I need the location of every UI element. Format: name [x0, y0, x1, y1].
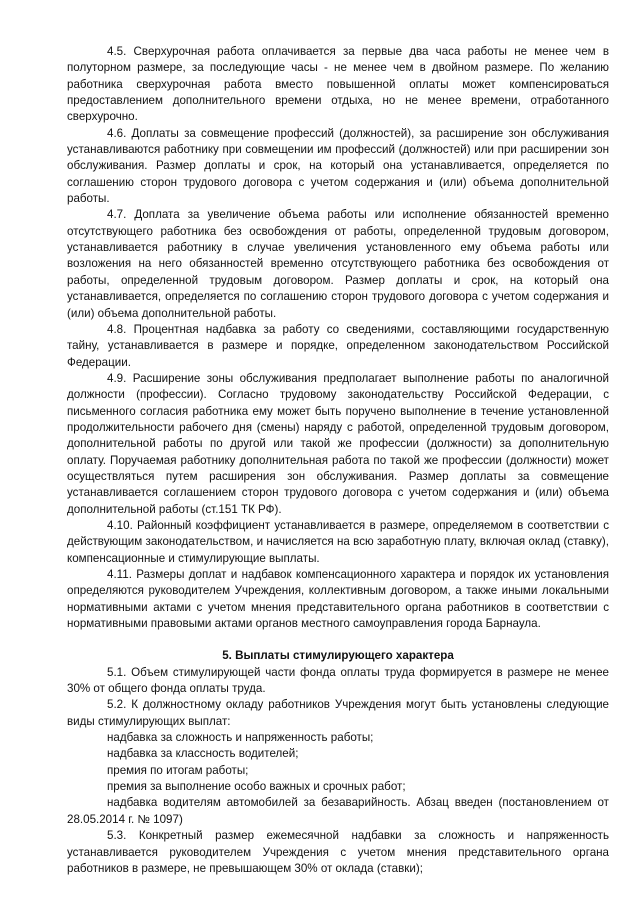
paragraph-4-10: 4.10. Районный коэффициент устанавливается в размере, определяемом в соответствии с действующим законодательством, и начисляется на всю заработную плату, включая оклад (ставку), компенсационные и стимулирующие выплаты. [67, 518, 609, 565]
list-item: надбавка за сложность и напряженность работы; [107, 731, 374, 745]
section-5-heading: 5. Выплаты стимулирующего характера [222, 649, 454, 663]
paragraph-4-5: 4.5. Сверхурочная работа оплачивается за первые два часа работы не менее чем в полуторном размере, за последующие часы - не менее чем в двойном размере. По желанию работника сверхурочная работа вместо повышенной оплаты может компенсироваться предоставлением дополнительного времени отдыха, но не менее времени, отработанного сверхурочно. [67, 45, 609, 124]
paragraph-4-9: 4.9. Расширение зоны обслуживания предполагает выполнение работы по аналогичной должности (профессии). Согласно трудовому законодательству Российской Федерации, с письменного согласия работника ему может быть поручено выполнение в течение установленной продолжительности рабочего дня (смены) наряду с работой, определенной трудовым договором, дополнительной работы по другой или такой же профессии (должности) за дополнительную оплату. Поручаемая работнику дополнительная работа по такой же профессии (должности) может осуществляться путем расширения зон обслуживания. Размер доплаты за совмещение устанавливается соглашением сторон трудового договора с учетом содержания и (или) объема дополнительной работы (ст.151 ТК РФ). [67, 371, 609, 516]
paragraph-4-11: 4.11. Размеры доплат и надбавок компенсационного характера и порядок их установления определяются руководителем Учреждения, коллективным договором, а также иными локальными нормативными актами с учетом мнения представительного органа работников в соответствии с нормативными правовыми актами органов местного самоуправления города Барнаула. [67, 568, 609, 631]
paragraph-4-7: 4.7. Доплата за увеличение объема работы или исполнение обязанностей временно отсутствующего работника без освобождения от работы, определенной трудовым договором, устанавливается работнику в случае увеличения установленного ему объема работы или возложения на него обязанностей временно отсутствующего работника без освобождения от работы, определенной трудовым договором. Размер доплаты и срок, на который она устанавливается, определяется по соглашению сторон трудового договора с учетом содержания и (или) объема дополнительной работы. [67, 208, 609, 320]
list-item-last [67, 795, 609, 828]
paragraph-4-8: 4.8. Процентная надбавка за работу со сведениями, составляющими государственную тайну, устанавливается в размере и порядке, определенном законодательством Российской Федерации. [67, 322, 609, 369]
list-item: премия за выполнение особо важных и срочных работ; [107, 780, 406, 794]
list-item: надбавка за классность водителей; [107, 747, 299, 761]
document-body [67, 44, 609, 877]
list-item-last-text: надбавка водителям автомобилей за безаварийность. Абзац введен [107, 796, 493, 810]
paragraph-5-1: 5.1. Объем стимулирующей части фонда оплаты труда формируется в размере не менее 30% от общего фонда оплаты труда. [67, 665, 609, 696]
paragraph-5-2: 5.2. К должностному окладу работников Учреждения могут быть установлены следующие виды стимулирующих выплат: [67, 698, 609, 728]
paragraph-4-6: 4.6. Доплаты за совмещение профессий (должностей), за расширение зон обслуживания устанавливаются работнику при совмещении им профессий (должностей) или при расширении зон обслуживания. Размер доплаты и срок, на который она устанавливается, определяется по соглашению сторон трудового договора с учетом содержания и (или) объема дополнительной работы. [67, 126, 609, 206]
list-item: премия по итогам работы; [107, 763, 249, 777]
paragraph-5-3: 5.3. Конкретный размер ежемесячной надбавки за сложность и напряженность устанавливается руководителем Учреждения с учетом мнения представительного органа работников в размере, не превышающем 30% от оклада (ставки); [67, 829, 609, 875]
amendment-note: (постановлением от 28.05.2014 г. № 1097) [67, 796, 609, 826]
